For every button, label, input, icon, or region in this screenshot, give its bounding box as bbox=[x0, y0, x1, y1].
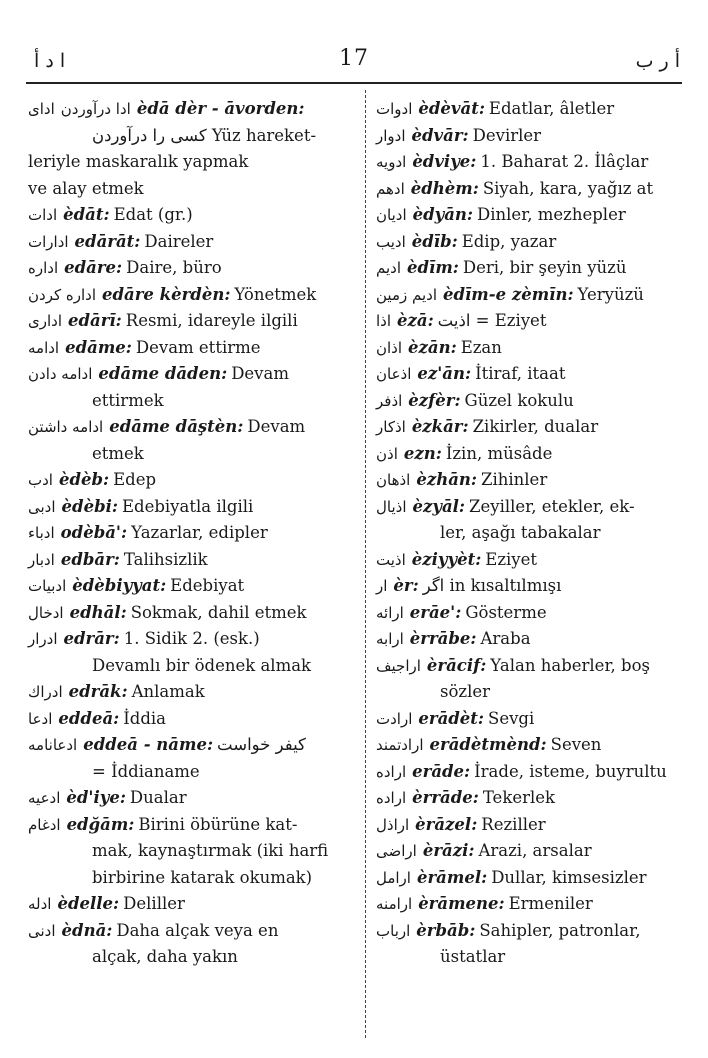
entry-persian-word: اراده bbox=[376, 762, 407, 781]
entry-persian-word: اذان bbox=[376, 338, 403, 357]
entry-persian-word: ادنى bbox=[28, 921, 56, 940]
entry-definition: Yönetmek bbox=[234, 284, 317, 304]
entry-persian-word: ار bbox=[376, 577, 388, 595]
entry-transliteration: eddeā - nāme: bbox=[83, 735, 214, 754]
entry-definition: Ermeniler bbox=[508, 894, 593, 913]
entry-transliteration: èd'iye: bbox=[66, 788, 126, 807]
dictionary-entry bbox=[376, 414, 678, 441]
entry-transliteration: èzhān: bbox=[416, 470, 477, 489]
entry-definition: Resmi, idareyle ilgili bbox=[125, 311, 298, 330]
entry-persian-word: ادباء bbox=[28, 524, 55, 542]
entry-transliteration: èrrāde: bbox=[412, 788, 479, 807]
dictionary-entry bbox=[376, 176, 678, 203]
entry-persian-word: ادوار bbox=[376, 126, 406, 145]
entry-persian-word: ادامه دادن bbox=[28, 365, 93, 383]
entry-persian-word: اذفر bbox=[376, 391, 403, 410]
entry-transliteration: èziyyèt: bbox=[411, 549, 482, 569]
entry-persian-word: اذعان bbox=[376, 365, 412, 383]
entry-definition: Yalan haberler, boş bbox=[490, 655, 650, 675]
header-right-guide: أ ر ب bbox=[635, 50, 680, 72]
entry-transliteration: edāme: bbox=[65, 337, 132, 357]
entry-definition: Tekerlek bbox=[482, 788, 556, 807]
dictionary-entry bbox=[376, 891, 678, 918]
entry-definition: Devam ettirme bbox=[135, 337, 261, 357]
entry-transliteration: èdèbi: bbox=[61, 496, 118, 516]
entry-transliteration: èdā dèr - āvorden: bbox=[136, 99, 305, 118]
dictionary-entry bbox=[376, 547, 678, 574]
entry-transliteration: èdvār: bbox=[411, 125, 469, 145]
entry-definition: Birini öbürüne kat- bbox=[138, 814, 298, 834]
dictionary-entry bbox=[28, 229, 352, 256]
dictionary-entry bbox=[28, 335, 352, 362]
dictionary-entry bbox=[376, 361, 678, 388]
entry-definition: Daire, büro bbox=[126, 258, 222, 277]
entry-persian-word: ادهم bbox=[376, 179, 405, 198]
entry-transliteration: edğām: bbox=[66, 814, 135, 834]
entry-definition: اگر in kısaltılmışı bbox=[422, 576, 562, 595]
entry-persian-word: اداى bbox=[28, 100, 55, 118]
entry-definition: İzin, müsâde bbox=[445, 443, 553, 463]
entry-definition: كيفر خواست bbox=[217, 735, 306, 754]
entry-persian-word: اذن bbox=[376, 444, 398, 463]
entry-transliteration: èdāt: bbox=[63, 205, 110, 224]
entry-transliteration: edāre kèrdèn: bbox=[102, 284, 231, 304]
entry-persian-word: ادراك bbox=[28, 683, 63, 701]
entry-definition: Zihinler bbox=[481, 470, 548, 489]
entry-transliteration: èrrābe: bbox=[409, 629, 477, 648]
entry-definition: Deri, bir şeyin yüzü bbox=[462, 258, 627, 277]
entry-transliteration: edārāt: bbox=[74, 231, 141, 251]
header-left-guide: ا د أ bbox=[34, 50, 66, 72]
entry-transliteration: èdèvāt: bbox=[418, 99, 485, 118]
entry-persian-word: اذا bbox=[376, 312, 392, 330]
entry-continuation: = İddianame bbox=[92, 761, 200, 781]
entry-definition: Ezan bbox=[460, 337, 502, 357]
header-rule bbox=[26, 82, 682, 84]
entry-persian-word: ارامل bbox=[376, 868, 411, 887]
left-column bbox=[28, 96, 352, 971]
entry-persian-word: ادوات bbox=[376, 100, 413, 118]
dictionary-entry bbox=[376, 202, 678, 229]
dictionary-entry bbox=[28, 573, 352, 600]
entry-transliteration: èzkār: bbox=[411, 417, 469, 436]
entry-persian-word: اديم bbox=[376, 259, 402, 277]
entry-persian-word: ادارى bbox=[28, 312, 62, 330]
dictionary-entry bbox=[376, 732, 678, 759]
entry-persian-word: ارباب bbox=[376, 921, 411, 940]
entry-persian-word: ادامه bbox=[28, 338, 60, 357]
entry-persian-word: ارائه bbox=[376, 603, 404, 622]
entry-transliteration: èrāzel: bbox=[415, 814, 478, 834]
entry-definition: 1. Sidik 2. (esk.) bbox=[123, 629, 260, 648]
entry-definition: İtiraf, itaat bbox=[475, 364, 566, 383]
entry-transliteration: èdèb: bbox=[58, 470, 110, 489]
entry-persian-word: ادخال bbox=[28, 603, 64, 622]
entry-transliteration: erāde: bbox=[412, 761, 471, 781]
dictionary-entry bbox=[28, 361, 352, 388]
entry-definition: Edebiyat bbox=[170, 576, 245, 595]
entry-definition: Edep bbox=[113, 470, 157, 489]
dictionary-entry bbox=[28, 467, 352, 494]
entry-definition: Araba bbox=[480, 629, 531, 648]
dictionary-entry bbox=[28, 96, 352, 123]
dictionary-entry bbox=[376, 626, 678, 653]
entry-persian-word: ادبار bbox=[28, 550, 55, 569]
entry-persian-word: ادويه bbox=[376, 153, 407, 171]
dictionary-entry bbox=[28, 732, 352, 759]
entry-transliteration: èdīm-e zèmīn: bbox=[443, 284, 574, 304]
entry-definition: İrade, isteme, buyrultu bbox=[474, 761, 667, 781]
dictionary-entry bbox=[28, 255, 352, 282]
entry-persian-word: اديم زمين bbox=[376, 285, 437, 304]
entry-transliteration: èzfèr: bbox=[408, 390, 461, 410]
entry-continuation: ler, aşağı tabakalar bbox=[440, 523, 601, 542]
entry-transliteration: èdīm: bbox=[407, 258, 459, 277]
entry-transliteration: erādètmènd: bbox=[429, 735, 547, 754]
entry-persian-word: اذكار bbox=[376, 418, 406, 436]
entry-persian-word: اديب bbox=[376, 232, 406, 251]
dictionary-entry bbox=[28, 891, 352, 918]
dictionary-entry bbox=[28, 600, 352, 627]
entry-persian-word: اذهان bbox=[376, 471, 411, 489]
page-header bbox=[0, 46, 708, 80]
entry-definition: Zikirler, dualar bbox=[472, 417, 599, 436]
page-number: 17 bbox=[339, 46, 369, 71]
entry-definition: Edebiyatla ilgili bbox=[121, 496, 254, 516]
entry-persian-word: ادرار bbox=[28, 630, 58, 648]
entry-persian-phrase: ادا درآوردن bbox=[60, 100, 131, 118]
entry-persian-word: ارادت bbox=[376, 709, 413, 728]
entry-definition: Seven bbox=[550, 735, 602, 754]
entry-definition: Dullar, kimsesizler bbox=[491, 867, 647, 887]
dictionary-entry bbox=[376, 785, 678, 812]
entry-transliteration: èdviye: bbox=[412, 152, 477, 171]
entry-continuation: Devamlı bir ödenek almak bbox=[92, 655, 312, 675]
entry-transliteration: edārī: bbox=[68, 311, 122, 330]
entry-continuation: leriyle maskaralık yapmak bbox=[28, 152, 249, 171]
entry-transliteration: erāe': bbox=[409, 602, 462, 622]
entry-transliteration: edhāl: bbox=[69, 602, 127, 622]
entry-persian-word: اراضى bbox=[376, 842, 417, 860]
entry-definition: Dinler, mezhepler bbox=[477, 205, 626, 224]
entry-definition: Siyah, kara, yağız at bbox=[482, 178, 654, 198]
entry-definition: İddia bbox=[123, 708, 166, 728]
entry-persian-word: ادعا bbox=[28, 709, 53, 728]
entry-continuation: ettirmek bbox=[92, 390, 164, 410]
dictionary-entry bbox=[376, 812, 678, 839]
dictionary-entry bbox=[376, 494, 678, 521]
dictionary-entry bbox=[376, 282, 678, 309]
entry-continuation: etmek bbox=[92, 443, 144, 463]
entry-definition: Güzel kokulu bbox=[464, 390, 574, 410]
dictionary-entry bbox=[376, 467, 678, 494]
entry-transliteration: edāme dāden: bbox=[98, 364, 228, 383]
entry-persian-word: ادات bbox=[28, 206, 58, 224]
entry-transliteration: eddeā: bbox=[58, 708, 120, 728]
entry-persian-word: اذيت bbox=[376, 550, 406, 569]
entry-transliteration: èzān: bbox=[408, 337, 457, 357]
entry-transliteration: ez'ān: bbox=[417, 364, 472, 383]
dictionary-entry bbox=[28, 414, 352, 441]
entry-definition: Zeyiller, etekler, ek- bbox=[469, 496, 635, 516]
dictionary-entry bbox=[376, 149, 678, 176]
dictionary-entry bbox=[28, 520, 352, 547]
dictionary-entry bbox=[376, 96, 678, 123]
entry-transliteration: edāre: bbox=[64, 258, 123, 277]
dictionary-entry bbox=[28, 494, 352, 521]
entry-definition: Edatlar, âletler bbox=[488, 99, 615, 118]
entry-transliteration: èrāmel: bbox=[416, 867, 488, 887]
dictionary-entry bbox=[376, 838, 678, 865]
entry-definition: Anlamak bbox=[131, 682, 205, 701]
entry-definition: Devam bbox=[231, 364, 289, 383]
dictionary-entry bbox=[28, 282, 352, 309]
dictionary-entry bbox=[376, 229, 678, 256]
dictionary-entry bbox=[28, 785, 352, 812]
entry-transliteration: èr: bbox=[393, 576, 419, 595]
entry-persian-word: ادعانامه bbox=[28, 736, 78, 754]
entry-persian-word: ارامنه bbox=[376, 895, 413, 913]
entry-definition: Yeryüzü bbox=[577, 284, 644, 304]
column-divider bbox=[365, 90, 366, 1038]
entry-continuation: üstatlar bbox=[440, 947, 506, 966]
entry-persian-word: اراده bbox=[376, 789, 407, 807]
dictionary-entry bbox=[28, 308, 352, 335]
entry-persian-word: ادبيات bbox=[28, 577, 67, 595]
entry-definition: Reziller bbox=[481, 814, 546, 834]
entry-persian-word: اراذل bbox=[376, 815, 410, 834]
dictionary-entry bbox=[28, 626, 352, 653]
entry-persian-word: ادب bbox=[28, 471, 53, 489]
entry-definition: Devam bbox=[247, 417, 306, 436]
dictionary-entry bbox=[376, 865, 678, 892]
entry-persian-word: اداره كردن bbox=[28, 285, 96, 304]
dictionary-entry bbox=[376, 653, 678, 680]
right-column bbox=[376, 96, 678, 971]
entry-transliteration: edāme dāştèn: bbox=[109, 417, 244, 436]
dictionary-entry bbox=[28, 679, 352, 706]
entry-definition: Sahipler, patronlar, bbox=[479, 920, 641, 940]
dictionary-entry bbox=[376, 308, 678, 335]
dictionary-entry bbox=[28, 812, 352, 839]
entry-continuation: mak, kaynaştırmak (iki harfi bbox=[92, 841, 329, 860]
entry-persian-word: اذيال bbox=[376, 497, 407, 516]
entry-continuation: alçak, daha yakın bbox=[92, 947, 238, 966]
entry-definition: Eziyet bbox=[485, 549, 538, 569]
dictionary-entry bbox=[376, 335, 678, 362]
entry-transliteration: èzyāl: bbox=[412, 496, 466, 516]
entry-transliteration: èdnā: bbox=[61, 920, 113, 940]
entry-persian-word: ادبى bbox=[28, 497, 56, 516]
entry-definition: Talihsizlik bbox=[123, 549, 208, 569]
entry-persian-word: اراجيف bbox=[376, 656, 421, 675]
dictionary-entry bbox=[376, 255, 678, 282]
dictionary-entry bbox=[376, 388, 678, 415]
entry-definition: اذيت = Eziyet bbox=[437, 311, 547, 330]
entry-transliteration: èdīb: bbox=[411, 231, 458, 251]
entry-definition: Sokmak, dahil etmek bbox=[130, 602, 307, 622]
entry-transliteration: edrāk: bbox=[68, 682, 128, 701]
entry-transliteration: odèbā': bbox=[60, 523, 128, 542]
entry-continuation: birbirine katarak okumak) bbox=[92, 867, 313, 887]
entry-definition: Yazarlar, edipler bbox=[131, 523, 268, 542]
entry-transliteration: èrāzi: bbox=[422, 841, 475, 860]
entry-transliteration: èdèbiyyat: bbox=[72, 576, 167, 595]
entry-transliteration: èrāmene: bbox=[418, 894, 505, 913]
dictionary-entry bbox=[376, 918, 678, 945]
dictionary-entry bbox=[28, 547, 352, 574]
entry-persian-word: ادله bbox=[28, 895, 52, 913]
entry-continuation: sözler bbox=[440, 682, 491, 701]
entry-continuation: ve alay etmek bbox=[28, 178, 144, 198]
entry-transliteration: èdhèm: bbox=[410, 178, 479, 198]
entry-persian-word: اديان bbox=[376, 206, 407, 224]
entry-transliteration: edbār: bbox=[60, 549, 120, 569]
entry-persian-word: ارادتمند bbox=[376, 736, 424, 754]
dictionary-entry bbox=[376, 123, 678, 150]
entry-transliteration: ezn: bbox=[403, 443, 442, 463]
entry-definition: 1. Baharat 2. İlâçlar bbox=[480, 152, 649, 171]
dictionary-entry bbox=[376, 600, 678, 627]
entry-transliteration: erādèt: bbox=[418, 708, 485, 728]
entry-transliteration: èrbāb: bbox=[416, 920, 476, 940]
entry-transliteration: èzā: bbox=[397, 311, 434, 330]
entry-definition: Daha alçak veya en bbox=[116, 920, 279, 940]
dictionary-entry bbox=[376, 759, 678, 786]
entry-definition: Arazi, arsalar bbox=[478, 841, 592, 860]
dictionary-entry bbox=[376, 573, 678, 600]
entry-definition: Edip, yazar bbox=[461, 231, 557, 251]
entry-definition: Dualar bbox=[129, 788, 187, 807]
dictionary-entry bbox=[376, 706, 678, 733]
entry-definition: Deliller bbox=[123, 894, 185, 913]
entry-continuation: کسی را درآوردن Yüz hareket- bbox=[92, 125, 317, 145]
entry-persian-word: ادارات bbox=[28, 232, 69, 251]
dictionary-entry bbox=[376, 441, 678, 468]
entry-persian-word: ادغام bbox=[28, 815, 61, 834]
entry-transliteration: edrār: bbox=[63, 629, 120, 648]
entry-transliteration: èdelle: bbox=[57, 894, 120, 913]
entry-transliteration: èrācif: bbox=[426, 655, 487, 675]
entry-definition: Gösterme bbox=[465, 602, 547, 622]
entry-definition: Daireler bbox=[144, 231, 214, 251]
entry-transliteration: èdyān: bbox=[412, 205, 474, 224]
dictionary-entry bbox=[28, 202, 352, 229]
entry-persian-word: ارابه bbox=[376, 630, 404, 648]
entry-definition: Sevgi bbox=[488, 708, 535, 728]
entry-persian-word: ادعيه bbox=[28, 789, 61, 807]
entry-definition: Devirler bbox=[472, 125, 542, 145]
dictionary-entry bbox=[28, 706, 352, 733]
entry-definition: Edat (gr.) bbox=[113, 205, 193, 224]
entry-persian-word: ادامه داشتن bbox=[28, 418, 104, 436]
entry-persian-word: اداره bbox=[28, 259, 59, 277]
dictionary-entry bbox=[28, 918, 352, 945]
